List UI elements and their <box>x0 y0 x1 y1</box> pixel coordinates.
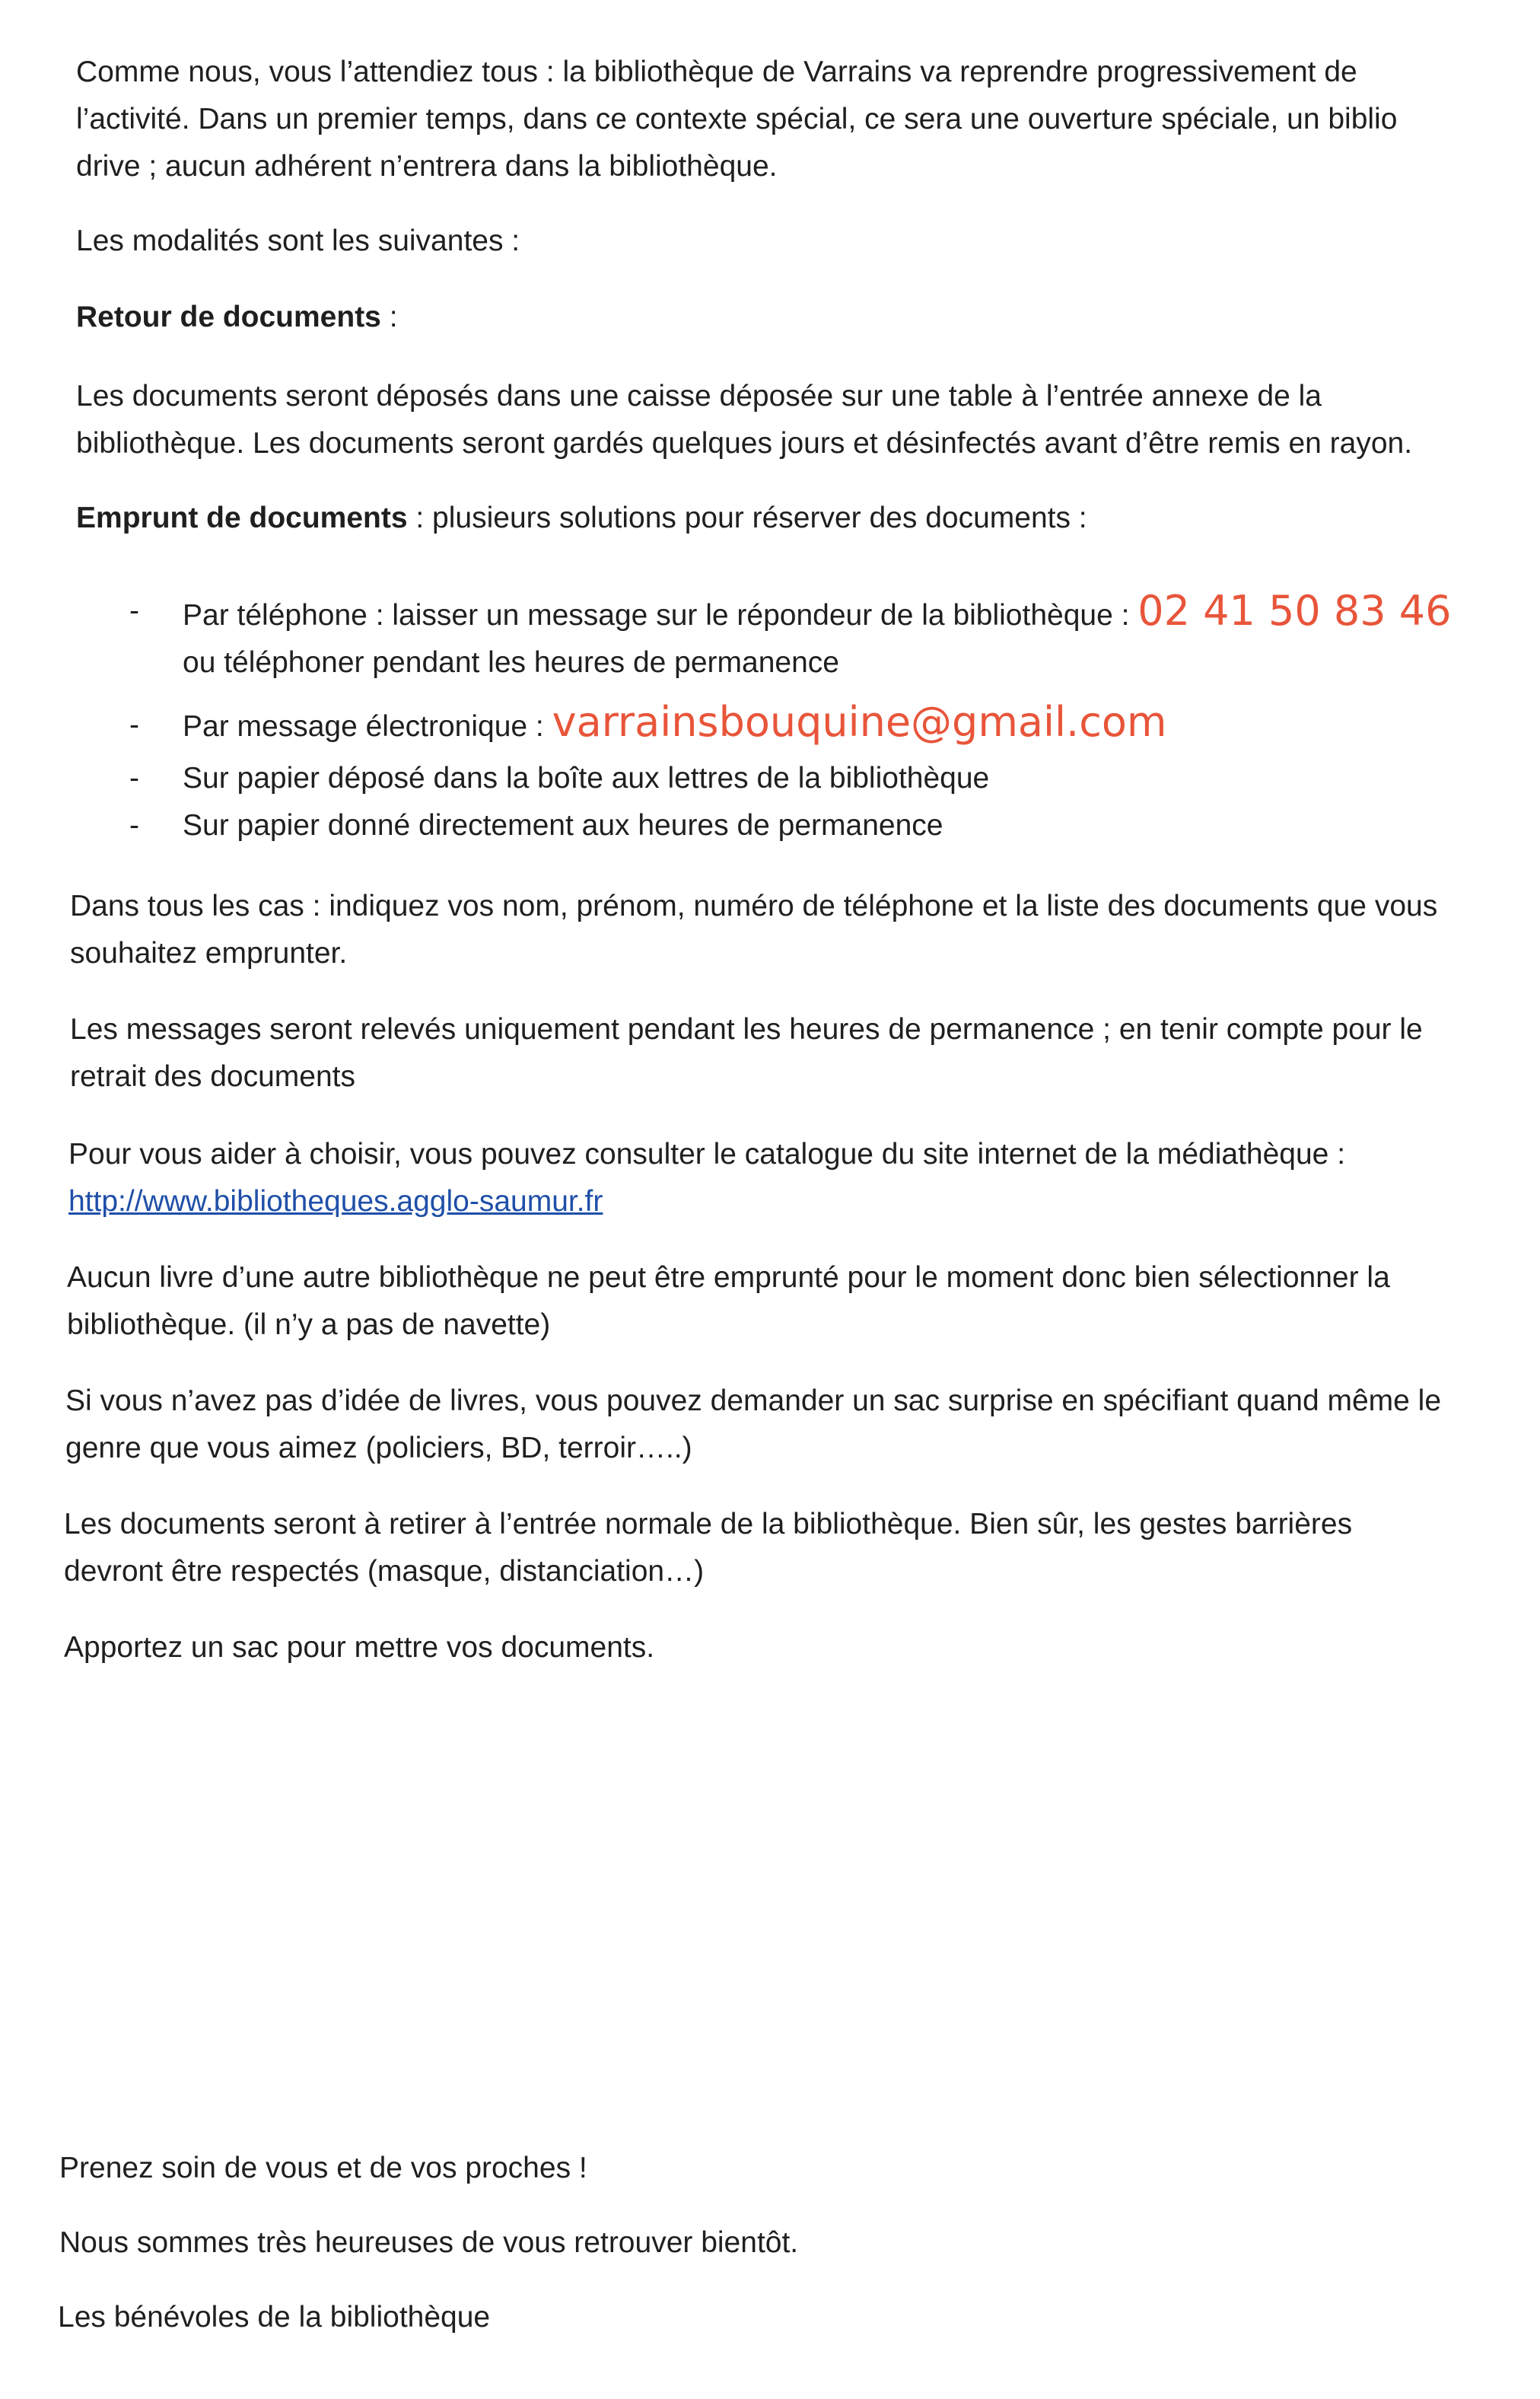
surprise-line-2: genre que vous aimez (policiers, BD, terroir…..) <box>65 1432 692 1464</box>
retour-line-2: bibliothèque. Les documents seront gardés quelques jours et désinfectés avant d’être remis en rayon. <box>76 427 1413 460</box>
cases-line-2: souhaitez emprunter. <box>70 937 348 970</box>
phone-label: Par téléphone : laisser un message sur le répondeur de la bibliothèque : <box>183 599 1138 632</box>
emprunt-heading-line <box>76 495 1507 542</box>
messages-line-2: retrait des documents <box>70 1060 356 1093</box>
email-label: Par message électronique : <box>183 710 552 743</box>
navette-line-1: Aucun livre d’une autre bibliothèque ne peut être emprunté pour le moment donc bien sélectionner la <box>67 1261 1390 1294</box>
list-bullet: - <box>129 594 139 627</box>
navette-paragraph <box>67 1254 1497 1349</box>
modalites-text: Les modalités sont les suivantes : <box>76 225 520 257</box>
list-item-email <box>183 699 1522 750</box>
surprise-line-1: Si vous n’avez pas d’idée de livres, vous pouvez demander un sac surprise en spécifiant quand même le <box>65 1384 1442 1417</box>
phone-number: 02 41 50 83 46 <box>1138 587 1452 635</box>
messages-line-1: Les messages seront relevés uniquement pendant les heures de permanence ; en tenir compte pour le <box>70 1013 1423 1046</box>
catalogue-link[interactable]: http://www.bibliotheques.agglo-saumur.fr <box>68 1185 603 1218</box>
sac-text: Apportez un sac pour mettre vos documents. <box>64 1631 655 1664</box>
intro-line-2: l’activité. Dans un premier temps, dans ce contexte spécial, ce sera une ouverture spéciale, un biblio <box>76 103 1398 135</box>
intro-paragraph <box>76 49 1507 190</box>
closing-care: Prenez soin de vous et de vos proches ! <box>59 2152 587 2184</box>
intro-line-1: Comme nous, vous l’attendiez tous : la bibliothèque de Varrains va reprendre progressivement de <box>76 56 1357 88</box>
emprunt-heading: Emprunt de documents <box>76 502 408 534</box>
retour-heading-suffix: : <box>380 301 398 333</box>
surprise-paragraph <box>65 1378 1496 1472</box>
email-address: varrainsbouquine@gmail.com <box>552 698 1167 746</box>
list-item-phone <box>183 588 1522 639</box>
list-bullet: - <box>129 762 139 795</box>
retour-heading: Retour de documents <box>76 301 381 333</box>
list-item-paper-direct: Sur papier donné directement aux heures de permanence <box>183 809 943 842</box>
retour-heading-line <box>76 294 1507 341</box>
cases-paragraph <box>70 883 1500 977</box>
intro-line-3: drive ; aucun adhérent n’entrera dans la bibliothèque. <box>76 150 778 183</box>
navette-line-2: bibliothèque. (il n’y a pas de navette) <box>67 1308 551 1341</box>
retrait-line-1: Les documents seront à retirer à l’entrée normale de la bibliothèque. Bien sûr, les gestes barrières <box>64 1508 1353 1540</box>
list-bullet: - <box>129 709 139 741</box>
retrait-paragraph <box>64 1501 1494 1595</box>
catalogue-line-1: Pour vous aider à choisir, vous pouvez consulter le catalogue du site internet de la médiathèque : <box>68 1138 1346 1171</box>
retour-line-1: Les documents seront déposés dans une caisse déposée sur une table à l’entrée annexe de la <box>76 380 1322 413</box>
list-bullet: - <box>129 809 139 842</box>
messages-paragraph <box>70 1006 1500 1101</box>
retrait-line-2: devront être respectés (masque, distanciation…) <box>64 1555 705 1588</box>
emprunt-heading-suffix: : plusieurs solutions pour réserver des documents : <box>407 502 1087 534</box>
list-item-phone-continued: ou téléphoner pendant les heures de permanence <box>183 646 839 679</box>
cases-line-1: Dans tous les cas : indiquez vos nom, prénom, numéro de téléphone et la liste des documents que vous <box>70 890 1438 922</box>
catalogue-paragraph <box>68 1131 1499 1225</box>
closing-happy: Nous sommes très heureuses de vous retrouver bientôt. <box>59 2226 799 2259</box>
list-item-paper-box: Sur papier déposé dans la boîte aux lettres de la bibliothèque <box>183 762 990 795</box>
retour-paragraph <box>76 373 1507 467</box>
closing-signature: Les bénévoles de la bibliothèque <box>58 2301 491 2334</box>
